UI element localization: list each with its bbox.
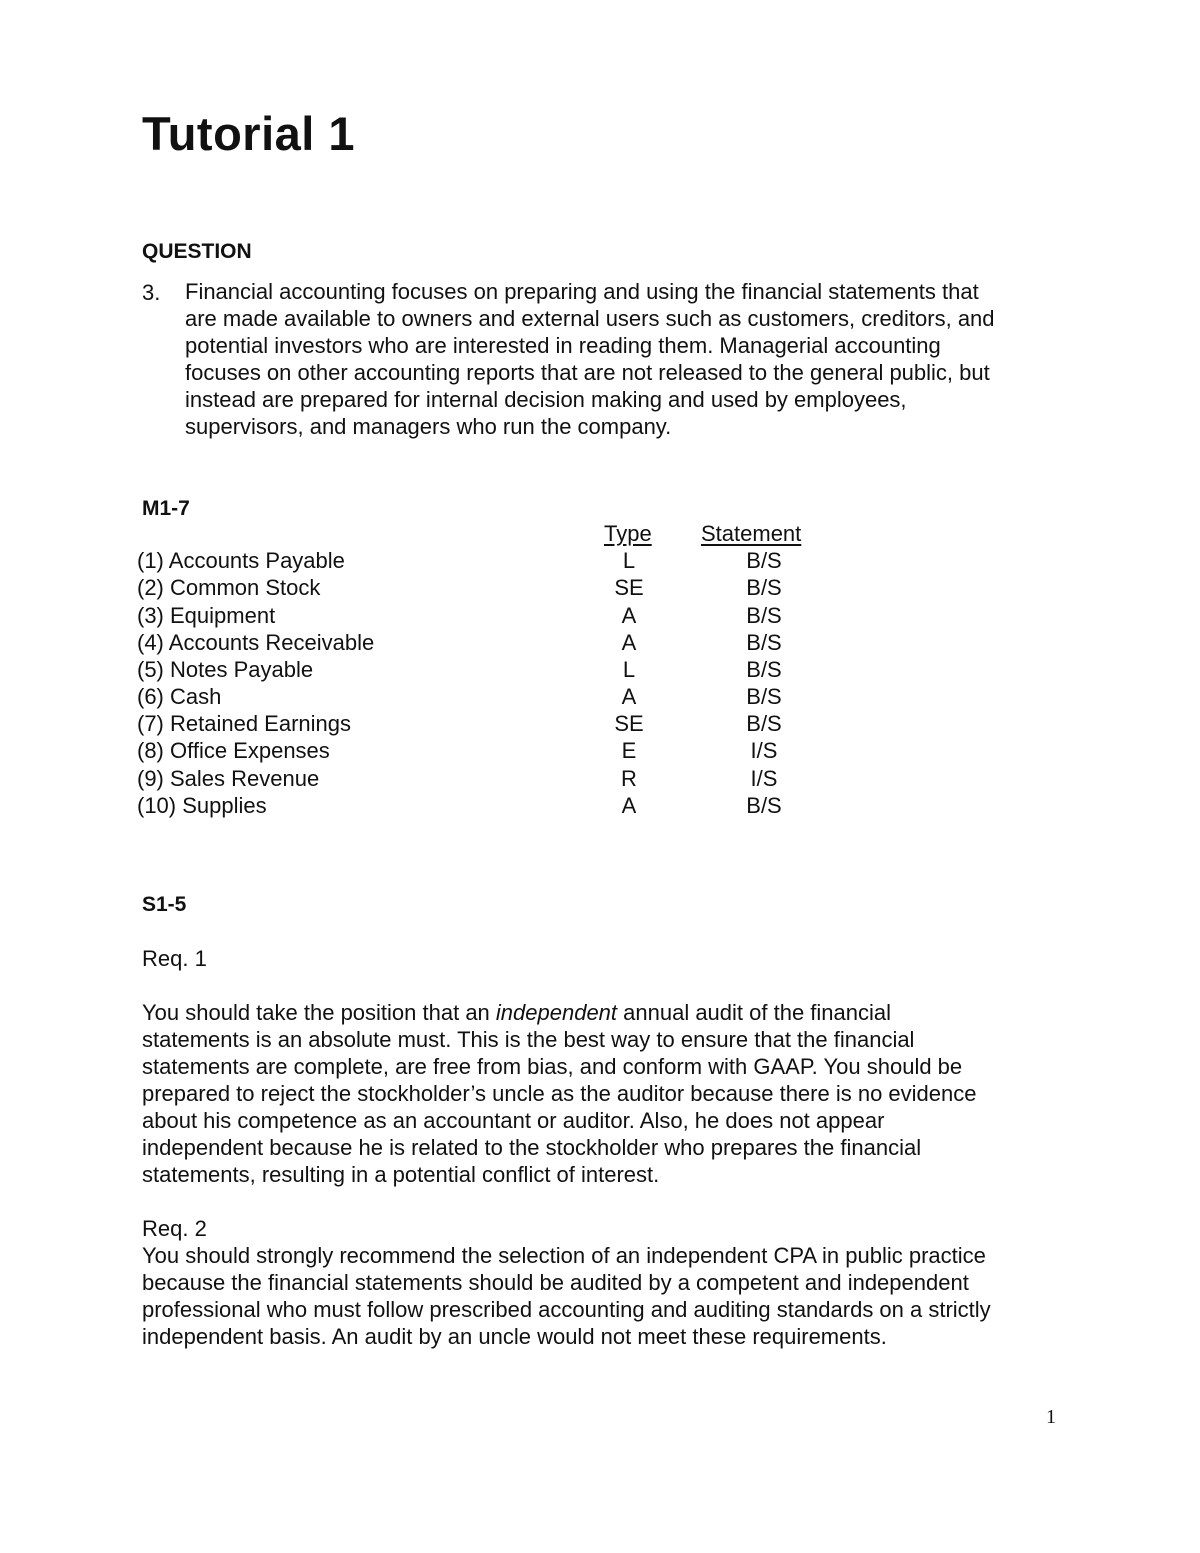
page-title: Tutorial 1 <box>142 107 356 160</box>
emphasis-text: independent <box>495 1000 618 1025</box>
account-name: (7) Retained Earnings <box>137 711 352 736</box>
account-row <box>137 792 837 819</box>
question-line: potential investors who are interested in reading them. Managerial accounting <box>185 332 941 358</box>
account-type: A <box>621 793 637 818</box>
account-statement: I/S <box>750 766 778 791</box>
s1-5-heading: S1-5 <box>142 893 187 916</box>
account-name: (6) Cash <box>137 684 222 709</box>
paragraph-line: statements is an absolute must. This is the best way to ensure that the financial <box>142 1027 915 1052</box>
account-type: L <box>622 548 636 573</box>
account-statement: B/S <box>746 657 782 682</box>
paragraph-line: independent basis. An audit by an uncle would not meet these requirements. <box>142 1324 887 1349</box>
account-name: (10) Supplies <box>137 793 267 818</box>
account-type: A <box>621 630 637 655</box>
paragraph-line: because the financial statements should be audited by a competent and independent <box>142 1270 969 1295</box>
account-name: (4) Accounts Receivable <box>137 630 375 655</box>
question-line: instead are prepared for internal decision making and used by employees, <box>185 386 907 412</box>
question-text <box>185 279 1085 440</box>
account-row <box>137 602 837 629</box>
account-name: (1) Accounts Payable <box>137 548 345 573</box>
account-type: A <box>621 603 637 628</box>
question-heading: QUESTION <box>142 240 252 263</box>
account-type: SE <box>614 711 644 736</box>
account-statement: I/S <box>750 738 778 763</box>
paragraph-line: statements are complete, are free from bias, and conform with GAAP. You should be <box>142 1054 963 1079</box>
account-row <box>137 765 837 792</box>
req-2-label: Req. 2 <box>142 1216 207 1241</box>
account-statement: B/S <box>746 630 782 655</box>
account-statement: B/S <box>746 793 782 818</box>
req-1-label: Req. 1 <box>142 946 207 971</box>
type-column-header: Type <box>604 521 652 546</box>
account-statement: B/S <box>746 575 782 600</box>
page-number: 1 <box>1046 1406 1056 1428</box>
account-type: R <box>621 766 637 791</box>
account-name: (8) Office Expenses <box>137 738 330 763</box>
paragraph-line: about his competence as an accountant or auditor. Also, he does not appear <box>142 1108 885 1133</box>
account-row <box>137 737 837 764</box>
account-statement: B/S <box>746 684 782 709</box>
account-row <box>137 629 837 656</box>
paragraph-text: You should take the position that an <box>142 1000 496 1025</box>
m1-7-heading: M1-7 <box>142 497 190 520</box>
account-type: L <box>622 657 636 682</box>
req-1-paragraph <box>142 999 1072 1188</box>
question-line: Financial accounting focuses on preparing and using the financial statements that <box>185 279 979 304</box>
account-statement: B/S <box>746 603 782 628</box>
paragraph-line: You should strongly recommend the selection of an independent CPA in public practice <box>142 1243 986 1268</box>
statement-column-header: Statement <box>701 521 802 546</box>
account-name: (5) Notes Payable <box>137 657 314 682</box>
account-row <box>137 574 837 601</box>
paragraph-line: professional who must follow prescribed accounting and auditing standards on a strictly <box>142 1297 991 1322</box>
account-statement: B/S <box>746 548 782 573</box>
paragraph-line: independent because he is related to the stockholder who prepares the financial <box>142 1135 922 1160</box>
account-row <box>137 547 837 574</box>
req-2-paragraph <box>142 1242 1072 1350</box>
paragraph-text: annual audit of the financial <box>617 1000 892 1025</box>
paragraph-line: prepared to reject the stockholder’s uncle as the auditor because there is no evidence <box>142 1081 977 1106</box>
account-type: A <box>621 684 637 709</box>
paragraph-line: statements, resulting in a potential conflict of interest. <box>142 1162 660 1187</box>
account-name: (2) Common Stock <box>137 575 321 600</box>
paragraph-line <box>142 999 1072 1026</box>
question-line: focuses on other accounting reports that are not released to the general public, but <box>185 359 990 385</box>
account-name: (3) Equipment <box>137 603 276 628</box>
account-name: (9) Sales Revenue <box>137 766 320 791</box>
question-number: 3. <box>142 280 161 305</box>
account-statement: B/S <box>746 711 782 736</box>
account-type: E <box>621 738 637 763</box>
account-row <box>137 683 837 710</box>
account-type: SE <box>614 575 644 600</box>
account-row <box>137 656 837 683</box>
question-line: are made available to owners and external users such as customers, creditors, and <box>185 305 995 331</box>
question-line: supervisors, and managers who run the company. <box>185 413 672 439</box>
account-row <box>137 710 837 737</box>
